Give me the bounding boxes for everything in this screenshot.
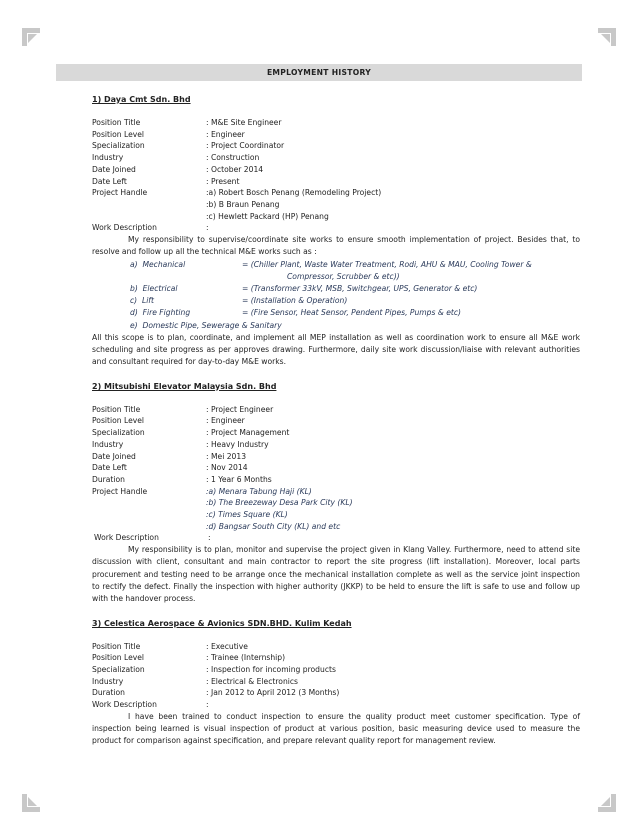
field-value: :a) Robert Bosch Penang (Remodeling Project)	[206, 188, 382, 198]
document-page	[92, 64, 580, 748]
field-label: Industry	[92, 676, 124, 686]
field-label	[92, 211, 206, 223]
corner-triangle-icon	[601, 797, 610, 806]
list-item-detail: = (Fire Sensor, Heat Sensor, Pendent Pipes, Pumps & etc)	[242, 308, 461, 318]
field-row	[92, 222, 580, 234]
corner-triangle-icon	[601, 34, 610, 43]
list-item-detail: = (Installation & Operation)	[242, 296, 348, 306]
field-label: Position Level	[92, 129, 145, 139]
field-row	[92, 699, 580, 711]
list-item-detail: = (Transformer 33kV, MSB, Switchgear, UPS, Generator & etc)	[242, 284, 478, 294]
field-label: Position Title	[92, 641, 141, 651]
field-value: : M&E Site Engineer	[206, 118, 282, 127]
field-value: : Nov 2014	[206, 463, 248, 473]
field-row	[92, 652, 580, 664]
field-value: : October 2014	[206, 164, 264, 174]
field-label: Industry	[92, 439, 124, 449]
field-value: : Engineer	[206, 129, 245, 139]
section-title: EMPLOYMENT HISTORY	[56, 64, 582, 81]
field-row	[92, 117, 580, 129]
field-label: Date Left	[92, 176, 127, 186]
field-row	[92, 687, 580, 699]
field-value: : Project Management	[206, 428, 290, 438]
field-value: : Executive	[206, 641, 248, 651]
field-label: Specialization	[92, 141, 145, 151]
list-item	[92, 295, 580, 307]
field-label: Duration	[92, 474, 125, 484]
corner-triangle-icon	[28, 34, 37, 43]
field-row	[92, 404, 580, 416]
list-item-marker: d) Fire Fighting	[130, 308, 191, 318]
field-value: : Mei 2013	[206, 451, 247, 461]
field-row	[92, 140, 580, 152]
list-item-detail: = (Chiller Plant, Waste Water Treatment, Rodi, AHU & MAU, Cooling Tower &	[242, 259, 532, 269]
field-row	[92, 641, 580, 653]
corner-triangle-icon	[28, 797, 37, 806]
list-item-marker: c) Lift	[130, 296, 154, 306]
company-heading: 2) Mitsubishi Elevator Malaysia Sdn. Bhd	[92, 381, 277, 391]
field-row	[92, 521, 580, 533]
field-value: : Heavy Industry	[206, 439, 269, 449]
field-row	[92, 152, 580, 164]
field-row	[92, 664, 580, 676]
field-label: Position Title	[92, 118, 141, 127]
field-row	[92, 439, 580, 451]
field-row	[92, 509, 580, 521]
field-row	[92, 129, 580, 141]
field-row	[92, 164, 580, 176]
field-value: : Trainee (Internship)	[206, 653, 286, 663]
field-value: : Project Engineer	[206, 404, 274, 414]
field-row	[92, 427, 580, 439]
field-value: : Engineer	[206, 416, 245, 426]
field-value: :c) Hewlett Packard (HP) Penang	[206, 211, 329, 221]
field-label: Project Handle	[92, 188, 148, 198]
field-row	[92, 176, 580, 188]
project-item: :a) Menara Tabung Haji (KL)	[206, 486, 312, 496]
work-description: I have been trained to conduct inspection to ensure the quality product meet customer specification. Type of inspection being learned is visual inspection of product at various position, basic measuring device used to measure the product for comparison against specification, and prepare relevant quality report for management review.	[92, 711, 580, 746]
field-row	[92, 451, 580, 463]
list-item-marker: b) Electrical	[130, 284, 178, 294]
project-item: :b) The Breezeway Desa Park City (KL)	[206, 498, 353, 508]
field-label: Industry	[92, 153, 124, 163]
field-label: Date Joined	[92, 164, 136, 174]
field-row	[92, 462, 580, 474]
field-value: :	[206, 223, 209, 233]
project-item: :d) Bangsar South City (KL) and etc	[206, 521, 341, 531]
field-row	[92, 199, 580, 211]
field-label: Position Level	[92, 416, 145, 426]
field-row	[92, 415, 580, 427]
field-row	[92, 676, 580, 688]
field-value: : Present	[206, 176, 240, 186]
field-value: : Construction	[206, 153, 260, 163]
field-label: Position Level	[92, 653, 145, 663]
work-description: My responsibility to supervise/coordinate site works to ensure smooth implementation of project. Besides that, to resolve and follow up all the technical M&E works such as :	[92, 235, 580, 257]
field-label: Position Title	[92, 404, 141, 414]
list-item	[92, 320, 580, 332]
project-item: :c) Times Square (KL)	[206, 510, 288, 520]
field-value: : Jan 2012 to April 2012 (3 Months)	[206, 688, 340, 698]
field-row	[92, 187, 580, 199]
list-item	[92, 283, 580, 295]
field-label: Project Handle	[92, 486, 148, 496]
job-details	[92, 117, 580, 234]
job-details	[92, 404, 580, 544]
company-heading: 3) Celestica Aerospace & Avionics SDN.BHD. Kulim Kedah	[92, 618, 352, 628]
field-label: Work Description	[94, 533, 159, 543]
field-label: Work Description	[92, 223, 157, 233]
field-value: :b) B Braun Penang	[206, 199, 280, 209]
list-item-marker: a) Mechanical	[130, 259, 186, 269]
company-heading: 1) Daya Cmt Sdn. Bhd	[92, 95, 191, 104]
field-value: : Project Coordinator	[206, 141, 285, 151]
work-summary: All this scope is to plan, coordinate, and implement all MEP installation as well as coordination work to ensure all M&E work scheduling and site progress as per approves drawing. Furthermore, daily site work discussion/liaise with relevant authorities and consultant required for day-to-day M&E works.	[92, 332, 580, 367]
field-label: Date Joined	[92, 451, 136, 461]
field-value: :	[206, 700, 209, 710]
field-value: : Electrical & Electronics	[206, 676, 299, 686]
field-label: Work Description	[92, 700, 157, 710]
field-value: :	[208, 533, 211, 543]
work-description: My responsibility is to plan, monitor and supervise the project given in Klang Valley. Furthermore, need to attend site discussion with client, consultant and main contractor to report the site progress (lift installation). Moreover, local parts procurement and testing need to be arrange once the mechanical installation complete as well as the service joint inspection to rectify the defect. Finally the inspection with higher authority (JKKP) to be held to ensure the lift is safe to use and follow up with the handover process.	[92, 545, 580, 604]
job-details	[92, 641, 580, 711]
list-item	[92, 307, 580, 319]
field-row	[92, 532, 580, 544]
field-value: : 1 Year 6 Months	[206, 474, 272, 484]
list-item-marker: e) Domestic Pipe, Sewerage & Sanitary	[130, 320, 282, 330]
field-label: Specialization	[92, 665, 145, 675]
field-row	[92, 474, 580, 486]
field-label	[92, 199, 206, 211]
field-label: Duration	[92, 688, 125, 698]
field-label: Date Left	[92, 463, 127, 473]
field-row	[92, 497, 580, 509]
list-item-continuation: Compressor, Scrubber & etc))	[287, 271, 400, 281]
field-row	[92, 486, 580, 498]
field-label: Specialization	[92, 428, 145, 438]
field-row	[92, 211, 580, 223]
field-value: : Inspection for incoming products	[206, 665, 336, 675]
